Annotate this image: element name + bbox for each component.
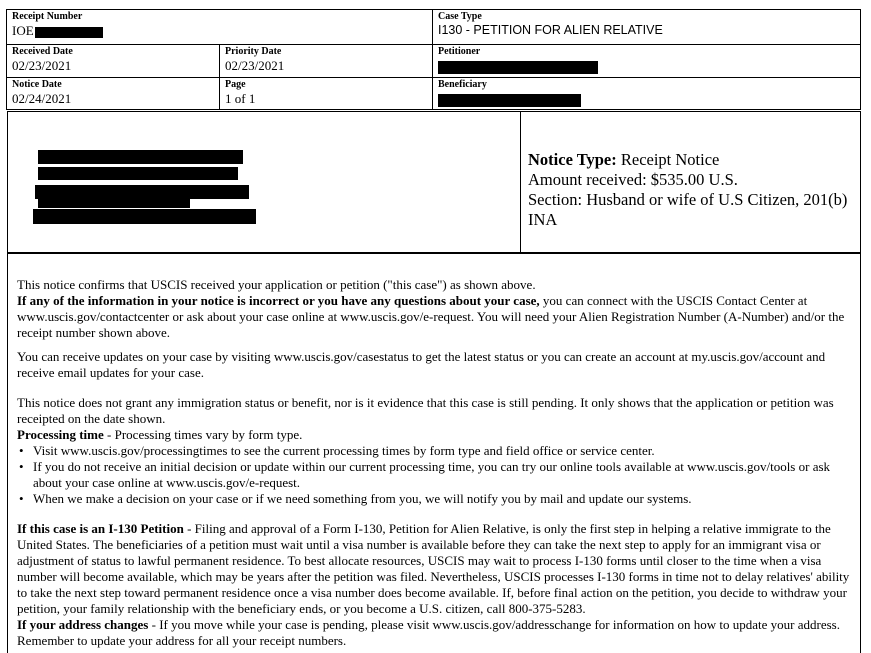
- address-change-heading: If your address changes: [17, 617, 149, 632]
- notice-date-value: 02/24/2021: [12, 91, 72, 106]
- page-cell: [219, 77, 433, 110]
- notice-date-label: Notice Date: [12, 79, 62, 90]
- petitioner-redaction: [438, 61, 598, 74]
- received-date-value: 02/23/2021: [12, 58, 72, 73]
- i130-text: - Filing and approval of a Form I-130, Petition for Alien Relative, is only the first step in helping a relative immigrate to the United States. The beneficiaries of a petition must wait until a visa number is available before they can take the next step to apply for an immigrant visa or adjustment of status to lawful permanent residence. To best allocate resources, USCIS may wait to process I-130 forms until closer to the time when a visa number will become available, which may be years after the petition was filed. Nevertheless, USCIS processes I-130 forms in time not to delay relatives' ability to take the next step toward permanent residence once a visa number does become available. If, before final action on the petition, you decide to withdraw your petition, your family relationship with the beneficiary ends, or you become a U.S. citizen, call 800-375-5283.: [17, 521, 850, 616]
- status-disclaimer-paragraph: This notice does not grant any immigration status or benefit, nor is it evidence that this case is still pending. It only shows that the application or petition was receipted on the date shown.: [17, 395, 834, 426]
- i130-paragraph: [17, 521, 851, 617]
- priority-date-label: Priority Date: [225, 46, 282, 57]
- notice-summary-box: [7, 111, 861, 253]
- list-item: • If you do not receive an initial decision or update within our current processing time, you can try our online tools available at www.uscis.gov/tools or ask about your case online at www.uscis.gov/e-request.: [33, 459, 851, 491]
- beneficiary-label: Beneficiary: [438, 79, 487, 90]
- section-text: Section: Husband or wife of U.S Citizen, 201(b) INA: [528, 190, 848, 229]
- address-change-text: - If you move while your case is pending, please visit www.uscis.gov/addresschange for information on how to update your address. Remember to update your address for all your receipt numbers.: [17, 617, 840, 648]
- i130-heading: If this case is an I-130 Petition: [17, 521, 184, 536]
- processing-time-heading-line: [17, 427, 851, 443]
- petitioner-label: Petitioner: [438, 46, 481, 57]
- list-item: • Visit www.uscis.gov/processingtimes to see the current processing times by form type and field office or service center.: [33, 443, 851, 459]
- incorrect-info-heading: If any of the information in your notice is incorrect or you have any questions about your case,: [17, 293, 540, 308]
- petitioner-cell: [432, 44, 861, 78]
- mailing-address-block: [8, 112, 521, 252]
- priority-date-cell: [219, 44, 433, 78]
- received-date-label: Received Date: [12, 46, 73, 57]
- redaction-bar: [35, 27, 103, 38]
- receipt-number-value: IOE: [12, 23, 427, 38]
- page-value: 1 of 1: [225, 91, 256, 106]
- address-redaction-line: [33, 209, 256, 224]
- processing-time-heading: Processing time: [17, 427, 104, 442]
- list-item: • When we make a decision on your case or if we need something from you, we will notify you by mail and update our systems.: [33, 491, 851, 507]
- beneficiary-redaction: [438, 94, 581, 107]
- notice-details: [528, 150, 858, 230]
- updates-paragraph: You can receive updates on your case by visiting www.uscis.gov/casestatus to get the latest status or you can create an account at my.uscis.gov/account and receive email updates for your case.: [17, 349, 826, 380]
- notice-date-cell: [6, 77, 220, 110]
- case-type-label: Case Type: [438, 11, 482, 22]
- confirmation-paragraph: This notice confirms that USCIS received your application or petition ("this case") as shown above.: [17, 277, 536, 292]
- page-label: Page: [225, 79, 246, 90]
- received-date-cell: [6, 44, 220, 78]
- case-type-cell: [432, 9, 861, 45]
- address-redaction-line: [38, 196, 190, 208]
- notice-type-label: Notice Type:: [528, 150, 617, 169]
- incorrect-info-paragraph: [17, 293, 851, 341]
- priority-date-value: 02/23/2021: [225, 58, 285, 73]
- address-redaction-line: [38, 150, 243, 164]
- notice-type-value: Receipt Notice: [620, 150, 720, 169]
- case-header-table: [6, 9, 861, 110]
- case-type-value: I130 - PETITION FOR ALIEN RELATIVE: [438, 23, 663, 37]
- address-redaction-line: [38, 167, 238, 180]
- amount-received: Amount received: $535.00 U.S.: [528, 170, 738, 189]
- receipt-number-cell: [6, 9, 433, 45]
- processing-time-text: - Processing times vary by form type.: [103, 427, 303, 442]
- incorrect-info-text: you can connect with the USCIS Contact Center at www.uscis.gov/contactcenter or ask about your case online at www.uscis.gov/e-request. You will need your Alien Registration Number (A-Number) and/or the receipt number shown above.: [17, 293, 845, 340]
- address-change-paragraph: [17, 617, 851, 649]
- receipt-number-label: Receipt Number: [12, 11, 83, 22]
- notice-body: [7, 253, 861, 653]
- processing-bullet-list: [17, 443, 851, 507]
- beneficiary-cell: [432, 77, 861, 110]
- notice-type-line: [528, 150, 858, 170]
